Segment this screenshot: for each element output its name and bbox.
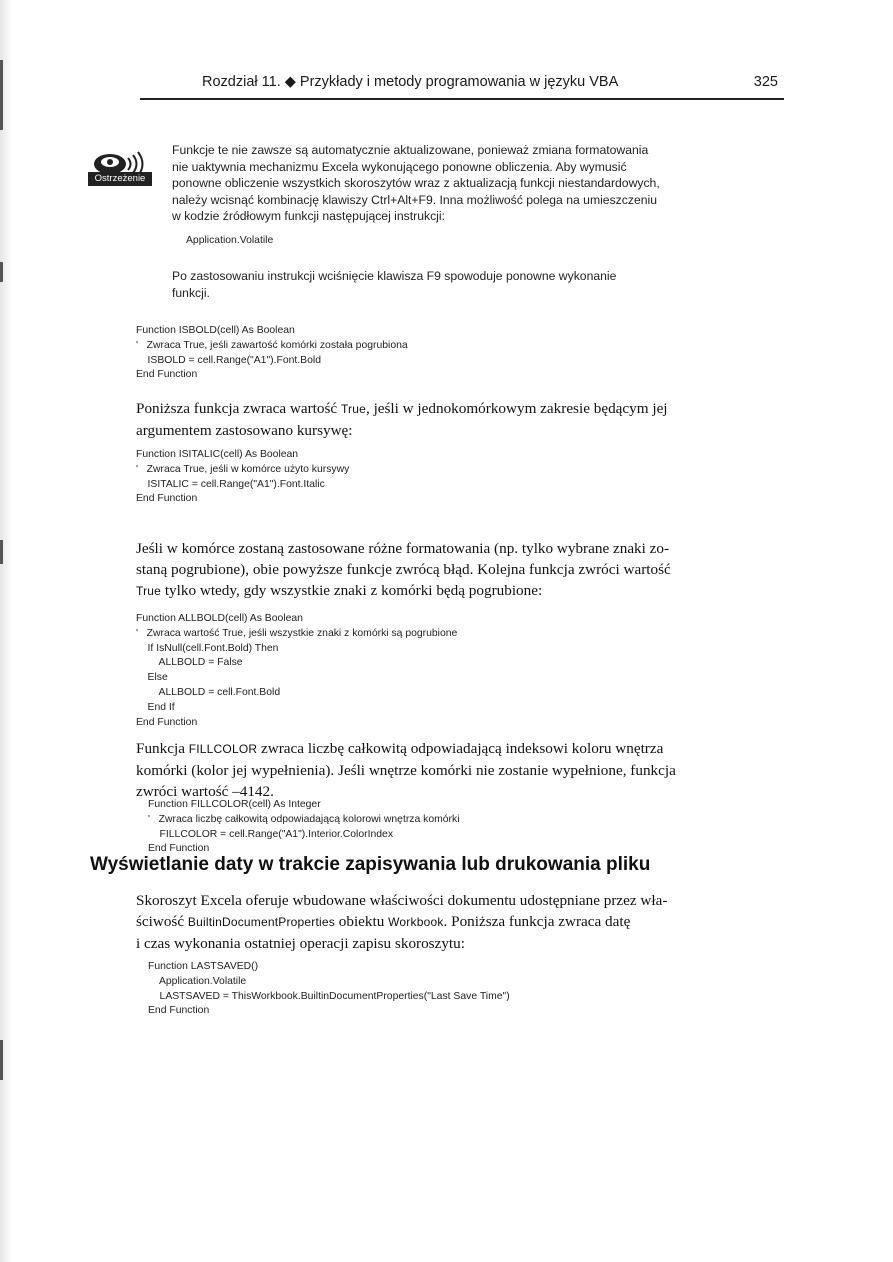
warning-line: ponowne obliczenie wszystkich skoroszytów wraz z aktualizacją funkcji niestandardowych, — [172, 176, 660, 191]
text-run: . Poniższa funkcja zwraca datę — [443, 913, 631, 930]
code-fillcolor: Function FILLCOLOR(cell) As Integer ' Zwraca liczbę całkowitą odpowiadającą kolorowi wnętrza komórki FILLCOLOR = cell.Range("A1").Interior.ColorIndex End Function — [148, 799, 460, 855]
section-heading: Wyświetlanie daty w trakcie zapisywania lub drukowania pliku — [90, 854, 651, 875]
text-run: , jeśli w jednokomórkowym zakresie będącym jej — [365, 400, 668, 417]
inline-code: Workbook — [388, 915, 444, 929]
warning-after-text — [172, 268, 786, 301]
code-allbold: Function ALLBOLD(cell) As Boolean ' Zwraca wartość True, jeśli wszystkie znaki z komórki są pogrubione If IsNull(cell.Font.Bold) Then ALLBOLD = False Else ALLBOLD = cell.Font.Bold End If End Function — [136, 613, 458, 728]
warning-text — [172, 142, 786, 225]
paragraph-isitalic — [136, 398, 786, 441]
code-isitalic: Function ISITALIC(cell) As Boolean ' Zwraca True, jeśli w komórce użyto kursywy ISITALIC = cell.Range("A1").Font.Italic End Function — [136, 449, 350, 505]
paragraph-allbold — [136, 538, 786, 602]
text-run: tylko wtedy, gdy wszystkie znaki z komórki będą pogrubione: — [161, 582, 543, 599]
text-line: komórki (kolor jej wypełnienia). Jeśli wnętrze komórki nie zostanie wypełnione, funkcja — [136, 762, 676, 779]
warning-line: nie uaktywnia mechanizmu Excela wykonującego ponowne obliczenia. Aby wymusić — [172, 159, 627, 174]
text-run: Poniższa funkcja zwraca wartość — [136, 400, 341, 417]
warning-label: Ostrzeżenie — [88, 172, 152, 186]
inline-code: True — [136, 584, 162, 598]
inline-code: BuiltinDocumentProperties — [187, 915, 335, 929]
text-run: Funkcja — [136, 740, 189, 757]
text-run: obiektu — [334, 913, 389, 930]
page-number: 325 — [753, 74, 778, 90]
text-line: argumentem zastosowano kursywę: — [136, 422, 353, 439]
warning-line: w kodzie źródłowym funkcji następującej instrukcji: — [172, 209, 445, 224]
text-line: Jeśli w komórce zostaną zastosowane różne formatowania (np. tylko wybrane znaki zo- — [136, 540, 670, 557]
warning-line: należy wcisnąć kombinację klawiszy Ctrl+Alt+F9. Inna możliwość polega na umieszczeniu — [172, 192, 658, 207]
text-run: zwraca liczbę całkowitą odpowiadającą indeksowi koloru wnętrza — [257, 740, 664, 757]
inline-code: True — [340, 402, 366, 416]
text-line: zwróci wartość –4142. — [136, 783, 274, 800]
text-line: i czas wykonania ostatniej operacji zapisu skoroszytu: — [136, 935, 465, 952]
code-lastsaved: Function LASTSAVED() Application.Volatile LASTSAVED = ThisWorkbook.BuiltinDocumentProperties("Last Save Time") End Function — [148, 961, 510, 1017]
code-isbold: Function ISBOLD(cell) As Boolean ' Zwraca True, jeśli zawartość komórki została pogrubiona ISBOLD = cell.Range("A1").Font.Bold End Function — [136, 325, 408, 381]
text-run: ściwość — [136, 913, 188, 930]
warning-after-line: funkcji. — [172, 285, 210, 300]
paragraph-fillcolor — [136, 738, 786, 802]
text-line: Skoroszyt Excela oferuje wbudowane właściwości dokumentu udostępniane przez wła- — [136, 892, 668, 909]
text-line: staną pogrubione), obie powyższe funkcje zwrócą błąd. Kolejna funkcja zwróci wartość — [136, 561, 671, 578]
warning-after-line: Po zastosowaniu instrukcji wciśnięcie klawisza F9 spowoduje ponowne wykonanie — [172, 269, 617, 283]
running-header — [140, 72, 784, 100]
chapter-title: Rozdział 11. ◆ Przykłady i metody programowania w języku VBA — [202, 74, 619, 90]
warning-line: Funkcje te nie zawsze są automatycznie aktualizowane, ponieważ zmiana formatowania — [172, 143, 649, 157]
inline-code: FILLCOLOR — [188, 742, 258, 756]
warning-code: Application.Volatile — [186, 235, 274, 246]
paragraph-lastsaved — [136, 890, 786, 954]
